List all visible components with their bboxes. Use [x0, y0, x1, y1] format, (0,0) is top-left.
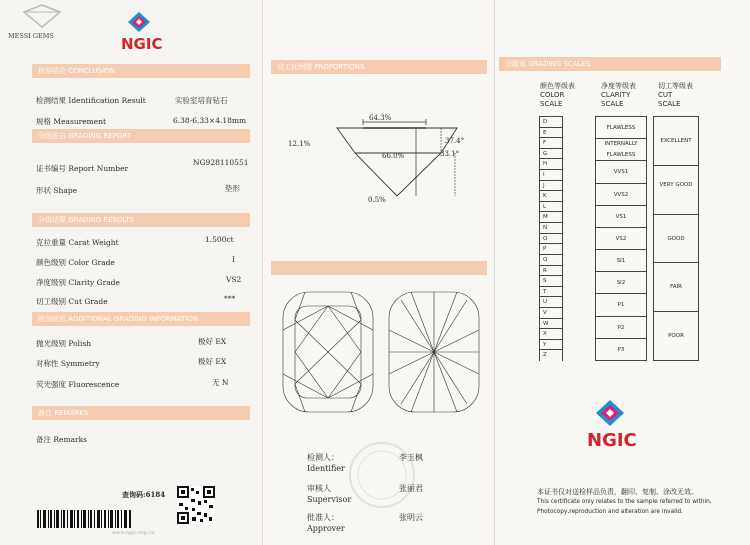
proportions-band: 切工比例图 PROPORTIONS	[271, 60, 487, 74]
result-label: 检测结果 Identification Result	[36, 96, 146, 105]
clarity-scale-cell: VVS2	[595, 183, 647, 206]
result-value: 实验室培育钻石	[175, 96, 228, 105]
color-scale-cell: F	[539, 137, 563, 149]
culet-size: 0.5%	[368, 196, 386, 204]
color-scale-head-en2: SCALE	[540, 100, 563, 108]
color-scale-cell: I	[539, 169, 563, 181]
identifier-label: 检测人：	[307, 453, 339, 462]
pavilion-angle: 37.4°	[445, 137, 465, 145]
color-scale-cell: H	[539, 158, 563, 170]
clarity-scale-cell: P3	[595, 338, 647, 361]
total-depth-percent: 66.0%	[382, 152, 405, 160]
query-code: 查询码:6184	[122, 490, 166, 499]
crown-angle: 12.1%	[288, 140, 311, 148]
report-number-value: NG928110551	[193, 158, 249, 167]
clarity-scale-cell: INTERNALLY FLAWLESS	[595, 138, 647, 161]
barcode-icon	[37, 510, 132, 528]
clarity-scale-cell: FLAWLESS	[595, 116, 647, 139]
clarity-scale-cell: P1	[595, 293, 647, 316]
cut-scale-cell: FAIR	[653, 262, 699, 312]
approver-label: 批准人：	[307, 513, 339, 522]
additional-info-band: 附加信息 ADDITIONAL GRADING INFORMATION	[32, 312, 250, 326]
clarity-plot-diagram	[281, 290, 481, 415]
carat-label: 克拉重量 Carat Weight	[36, 238, 119, 247]
supervisor-name: 张丽君	[399, 484, 423, 493]
color-scale-cell: G	[539, 148, 563, 160]
cut-scale-cell: GOOD	[653, 214, 699, 264]
grading-results-band: 分级结果 GRADING RESULTS	[32, 213, 250, 227]
shape-label: 形状 Shape	[36, 186, 78, 195]
ngic-logo-icon	[128, 12, 150, 32]
color-scale-cell: X	[539, 328, 563, 340]
clarity-scale-head-en2: SCALE	[601, 100, 624, 108]
clarity-scale-cell: P2	[595, 316, 647, 339]
color-scale-cell: W	[539, 318, 563, 330]
table-percent: 64.3%	[369, 114, 392, 122]
pavilion-depth: 33.1°	[440, 150, 460, 158]
polish-label: 抛光级别 Polish	[36, 339, 92, 348]
plot-band	[271, 261, 487, 275]
symmetry-value: 极好 EX	[198, 357, 227, 366]
color-scale-cell: S	[539, 275, 563, 287]
clarity-scale-head-cn: 净度等级表	[601, 82, 636, 90]
cut-scale-head-cn: 切工等级表	[658, 82, 693, 90]
color-scale-cell: Y	[539, 339, 563, 351]
color-scale-head-cn: 颜色等级表	[540, 82, 575, 90]
cut-scale-header	[658, 82, 693, 109]
cut-grade-value: ***	[224, 294, 236, 303]
clarity-grade-label: 净度级别 Clarity Grade	[36, 278, 120, 287]
report-number-label: 证书编号 Report Number	[36, 164, 129, 173]
grading-scales-band: 分级表 GRADING SCALES	[499, 57, 721, 71]
grading-report-band: 分级报告 GRADING REPORT	[32, 129, 250, 143]
clarity-grade-value: VS2	[226, 275, 242, 284]
polish-value: 极好 EX	[198, 337, 227, 346]
conclusion-band: 检验结论 CONCLUSION	[32, 64, 250, 78]
ngic-logo-text: NGIC	[121, 35, 163, 53]
clarity-scale-cell: SI1	[595, 249, 647, 272]
color-scale-cell: K	[539, 190, 563, 202]
report-panel-left	[0, 0, 262, 545]
color-scale-cell: E	[539, 127, 563, 139]
report-panel-middle	[262, 0, 495, 545]
remarks-label: 备注 Remarks	[36, 435, 88, 444]
color-scale-cell: Z	[539, 349, 563, 361]
report-panel-right	[494, 0, 750, 545]
identifier-en: Identifier	[307, 464, 345, 473]
measurement-value: 6.38-6.33×4.18mm	[173, 116, 247, 125]
qr-code-icon	[177, 486, 215, 524]
shape-value: 垫形	[225, 184, 240, 193]
clarity-scale-cell: VS2	[595, 227, 647, 250]
cut-scale-head-en2: SCALE	[658, 100, 681, 108]
cut-scale-cell: POOR	[653, 311, 699, 361]
color-scale-cell: J	[539, 180, 563, 192]
measurement-label: 规格 Measurement	[36, 117, 107, 126]
color-scale-cell: Q	[539, 254, 563, 266]
seal-stamp	[347, 440, 417, 510]
disclaimer-en-1: This certificate only relates to the sample referred to within,	[537, 499, 712, 505]
ngic-logo-text-bottom: NGIC	[587, 430, 637, 451]
disclaimer-en-2: Photocopy,reproduction and alteration are invalid.	[537, 509, 683, 515]
ngic-logo-icon-bottom	[596, 400, 624, 426]
disclaimer-cn: 本证书仅对送检样品负责，翻印、复制、涂改无效。	[537, 488, 698, 496]
color-scale-cell: L	[539, 201, 563, 213]
remarks-band: 备注 REMARKS	[32, 406, 250, 420]
color-scale-head-en1: COLOR	[540, 91, 565, 99]
fluorescence-value: 无 N	[212, 378, 229, 387]
supervisor-label: 审核人	[307, 484, 331, 493]
identifier-name: 李玉枫	[399, 453, 423, 462]
color-scale-cell: R	[539, 265, 563, 277]
watermark-text: MESSI GEMS	[8, 32, 54, 40]
color-grade-label: 颜色级别 Color Grade	[36, 258, 115, 267]
fluorescence-label: 荧光强度 Fluorescence	[36, 380, 120, 389]
clarity-scale-head-en1: CLARITY	[601, 91, 631, 99]
color-scale-cell: T	[539, 286, 563, 298]
clarity-scale-cell: VS1	[595, 205, 647, 228]
website-text: www.ngic.org.cn	[112, 530, 155, 536]
symmetry-label: 对称性 Symmetry	[36, 359, 100, 368]
color-scale-cell: D	[539, 116, 563, 128]
color-scale-cell: P	[539, 243, 563, 255]
clarity-scale-cell: SI2	[595, 271, 647, 294]
approver-name: 张明云	[399, 513, 423, 522]
color-scale-header	[540, 82, 575, 109]
carat-value: 1.500ct	[205, 235, 234, 244]
color-scale-cell: N	[539, 222, 563, 234]
color-scale-cell: O	[539, 233, 563, 245]
messi-gems-logo-icon	[22, 4, 62, 28]
color-scale-cell: U	[539, 296, 563, 308]
supervisor-en: Supervisor	[307, 495, 352, 504]
cut-scale-cell: EXCELLENT	[653, 116, 699, 166]
cut-scale-cell: VERY GOOD	[653, 165, 699, 215]
approver-en: Approver	[307, 524, 345, 533]
clarity-scale-cell: VVS1	[595, 160, 647, 183]
cut-grade-label: 切工级别 Cut Grade	[36, 297, 108, 306]
clarity-scale-header	[601, 82, 636, 109]
cut-scale-head-en1: CUT	[658, 91, 673, 99]
color-scale-cell: M	[539, 211, 563, 223]
color-scale-cell: V	[539, 307, 563, 319]
color-grade-value: I	[232, 255, 235, 264]
